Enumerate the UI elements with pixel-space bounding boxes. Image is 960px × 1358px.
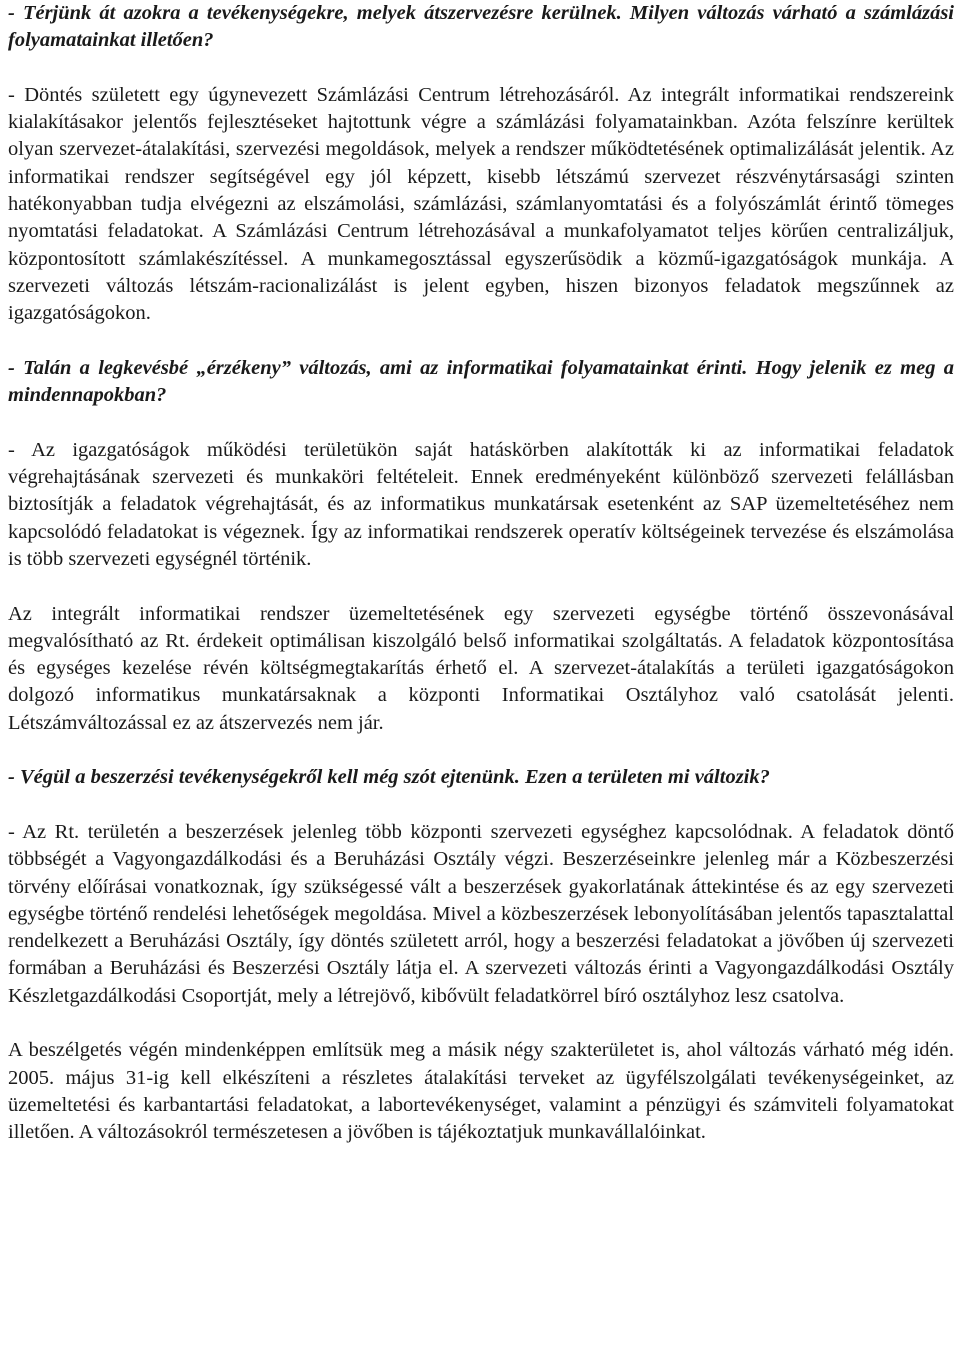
question-it: - Talán a legkevésbé „érzékeny” változás, ami az informatikai folyamatainkat érinti. Hogy jelenik ez meg a mindennapokban? xyxy=(8,356,954,407)
question-billing: - Térjünk át azokra a tevékenységekre, melyek átszervezésre kerülnek. Milyen változás várható a számlázási folyamatainkat illetően? xyxy=(8,2,954,52)
closing-paragraph: A beszélgetés végén mindenképpen említsük meg a másik négy szakterületet is, ahol változás várható még idén. 2005. május 31-ig kell elkészíteni a részletes átalakítási terveket az ügyfélszolgálati tevékenységeinket, az üzemeltetési és karbantartási feladatokat, a labortevékenységet, valamint a pénzügyi és számviteli folyamatokat illetően. A változásokról természetesen a jövőben is tájékoztatjuk munkavállalóinkat. xyxy=(8,1039,954,1144)
answer-it-part-2: Az integrált informatikai rendszer üzemeltetésének egy szervezeti egységbe történő összevonásával megvalósítható az Rt. érdekeit optimálisan kiszolgáló belső informatikai szolgáltatás. A feladatok központosítása és egységes kezelése révén költségmegtakarítás érhető el. A szervezet-átalakítás a területi igazgatóságokon dolgozó informatikus munkatársaknak a központi Informatikai Osztályhoz való csatolását jelenti. Létszámváltozással ez az átszervezés nem jár. xyxy=(8,602,954,734)
question-procurement: - Végül a beszerzési tevékenységekről kell még szót ejtenünk. Ezen a területen mi változik? xyxy=(8,766,770,789)
answer-it-part-1: - Az igazgatóságok működési területükön saját hatáskörben alakították ki az informatikai feladatok végrehajtásának szervezeti és munkaköri feltételeit. Ennek eredményeként különböző szervezeti felállásban biztosítják a feladatok végrehajtását, és az informatikus munkatársak esetenként az SAP üzemeltetéséhez nem kapcsolódó feladatokat is végeznek. Így az informatikai rendszerek operatív költségeinek tervezése és elszámolása is több szervezeti egységnél történik. xyxy=(8,438,954,570)
answer-billing: - Döntés született egy úgynevezett Számlázási Centrum létrehozásáról. Az integrált informatikai rendszereink kialakításakor jelentős fejlesztéseket hajtottunk végre a számlázási folyamatainkban. Azóta felszínre kerültek olyan szervezet-átalakítási, szervezési megoldások, melyek a rendszer működtetésének optimalizálását jelentik. Az informatikai rendszer segítségével egy jól képzett, kisebb létszámú szervezet részvénytársasági szinten hatékonyabban tudja elvégezni az elszámolási, számlázási, számlanyomtatási és a folyószámlát érintő tömeges nyomtatási feladatokat. A Számlázási Centrum létrehozásával a munkafolyamatot teljes körűen centralizáljuk, központosított számlakészítéssel. A munkamegosztással egyszerűsödik a közmű-igazgatóságok munkája. A szervezeti változás létszám-racionalizálást is jelent egyben, hiszen bizonyos feladatok megszűnnek az igazgatóságokon. xyxy=(8,83,954,325)
answer-procurement: - Az Rt. területén a beszerzések jelenleg több központi szervezeti egységhez kapcsolódnak. A feladatok döntő többségét a Vagyongazdálkodási és a Beruházási Osztály végzi. Beszerzéseinkre jelenleg már a Közbeszerzési törvény előírásai vonatkoznak, így szükségessé vált a beszerzések gyakorlatának áttekintése és az egy szervezeti egységbe történő rendelési lehetőségek megoldása. Mivel a közbeszerzések lebonyolításában jelentős tapasztalattal rendelkezett a Beruházási Osztály, így döntés született arról, hogy a beszerzési feladatokat a jövőben új szervezeti formában a Beruházási és Beszerzési Osztály látja el. A szervezeti változás érinti a Vagyongazdálkodási Osztály Készletgazdálkodási Csoportját, mely a létrejövő, kibővült feladatkörrel bíró osztályhoz lesz csatolva. xyxy=(8,820,954,1007)
document-page xyxy=(8,0,954,1146)
